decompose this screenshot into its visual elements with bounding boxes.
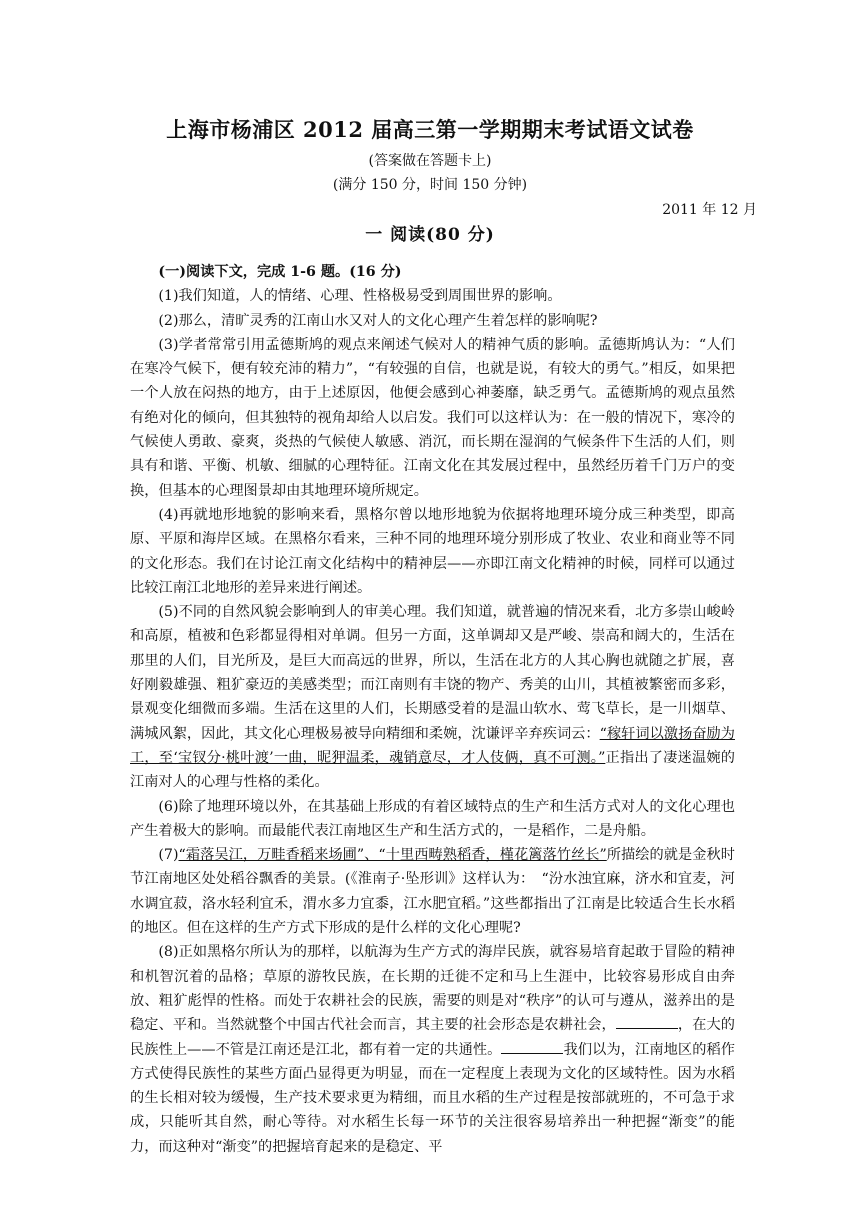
paragraph-1: (1)我们知道，人的情绪、心理、性格极易受到周围世界的影响。	[158, 288, 562, 305]
paragraph-6: (6)除了地理环境以外，在其基础上形成的有着区域特点的生产和生活方式对人的文化心理也产生着极大的影响。而最能代表江南地区生产和生活方式的，一是稻作，二是舟船。	[130, 798, 735, 839]
paragraph-7-number: (7)	[158, 847, 179, 864]
paragraph-5-text: (5)不同的自然风貌会影响到人的审美心理。我们知道，就普遍的情况来看，北方多崇山峻岭和高原，植被和色彩都显得相对单调。但另一方面，这单调却又是严峻、崇高和阔大的，生活在那里的人们，目光所及，是巨大而高远的世界，所以，生活在北方的人其心胸也就随之扩展，喜好刚毅雄强、粗犷豪迈的美感类型；而江南则有丰饶的物产、秀美的山川，其植被繁密而多彩，景观变化细微而多端。生活在这里的人们，长期感受着的是温山软水、莺飞草长，是一川烟草、满城风絮，因此，其文化心理极易被导向精细和柔婉，沈谦评辛弃疾词云：	[130, 604, 735, 742]
paragraph-5	[130, 600, 735, 794]
paragraph-8	[130, 940, 735, 1159]
paragraph-8-tail: 我们以为，江南地区的稻作方式使得民族性的某些方面凸显得更为明显，而在一定程度上表现为文化的区域特性。因为水稻的生长相对较为缓慢，生产技术要求更为精细，而且水稻的生产过程是按部就班的，不可急于求成，只能听其自然，耐心等待。对水稻生长每一环节的关注很容易培养出一种把握“渐变”的能力，而这种对“渐变”的把握培育起来的是稳定、平	[130, 1041, 735, 1155]
paragraph-7	[130, 843, 735, 940]
reading-passage	[130, 260, 735, 1159]
section-heading: 一 阅读(80 分)	[365, 225, 495, 245]
paragraph-4: (4)再就地形地貌的影响来看，黑格尔曾以地形地貌为依据将地理环境分成三种类型，即高原、平原和海岸区域。在黑格尔看来，三种不同的地理环境分别形成了牧业、农业和商业等不同的文化形态。我们在讨论江南文化结构中的精神层——亦即江南文化精神的时候，同样可以通过比较江南江北地形的差异来进行阐述。	[130, 506, 735, 596]
paragraph-8-text: (8)正如黑格尔所认为的那样，以航海为生产方式的海岸民族，就容易培育起敢于冒险的精神和机智沉着的品格；草原的游牧民族，在长期的迁徙不定和马上生涯中，比较容易形成自由奔放、粗犷彪悍的性格。而处于农耕社会的民族，需要的则是对“秩序”的认可与遵从，滋养出的是稳定、平和。当然就整个中国古代社会而言，其主要的社会形态是农耕社会，	[130, 944, 735, 1034]
exam-date: 2011 年 12 月	[662, 202, 757, 218]
fill-blank-2[interactable]	[501, 1038, 563, 1053]
score-time-note: (满分 150 分，时间 150 分钟)	[332, 177, 528, 193]
exam-title: 上海市杨浦区 2012 届高三第一学期期末考试语文试卷	[166, 117, 694, 142]
underlined-quote-7: “霜落吴江，万畦香稻来场圃”、“十里西畴熟稻香，槿花篱落竹丝长”	[178, 847, 607, 864]
paragraph-3: (3)学者常常引用孟德斯鸠的观点来阐述气候对人的精神气质的影响。孟德斯鸠认为：“人们在寒冷气候下，便有较充沛的精力”，“有较强的自信，也就是说，有较大的勇气。”相反，如果把一个人放在闷热的地方，由于上述原因，他便会感到心神萎靡，缺乏勇气。孟德斯鸠的观点虽然有绝对化的倾向，但其独特的视角却给人以启发。我们可以这样认为：在一般的情况下，寒冷的气候使人勇敢、豪爽，炎热的气候使人敏感、消沉，而长期在湿润的气候条件下生活的人们，则具有和谐、平衡、机敏、细腻的心理特征。江南文化在其发展过程中，虽然经历着千门万户的变换，但基本的心理图景却由其地理环境所规定。	[130, 336, 735, 499]
paragraph-8-middle: ，在大的民族性上——不管是江南还是江北，都有着一定的共通性。	[130, 1017, 735, 1058]
paragraph-2: (2)那么，清旷灵秀的江南山水又对人的文化心理产生着怎样的影响呢?	[158, 312, 598, 329]
underlined-quote-5: “稼轩词以激扬奋励为工，至‘宝钗分·桃叶渡’一曲，昵狎温柔，魂销意尽，才人伎俩，真不可测。”	[130, 725, 735, 766]
answer-note: (答案做在答题卡上)	[368, 153, 492, 169]
question-heading: (一)阅读下文，完成 1-6 题。(16 分)	[158, 264, 402, 280]
paragraph-5-tail: 正指出了凄迷温婉的江南对人的心理与性格的柔化。	[130, 749, 735, 791]
fill-blank-1[interactable]	[616, 1014, 678, 1029]
paragraph-7-text: 所描绘的就是金秋时节江南地区处处稻谷飘香的美景。(《淮南子·坠形训》这样认为： “汾水浊宜麻，济水和宜麦，河水调宜菽，洛水轻利宜禾，渭水多力宜黍，江水肥宜稻。”这些都指出了江南是比较适合生长水稻的地区。但在这样的生产方式下形成的是什么样的文化心理呢?	[130, 847, 735, 937]
